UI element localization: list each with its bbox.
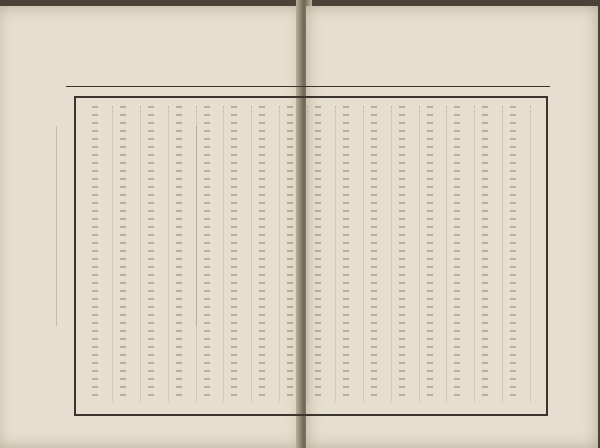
toc-entry <box>170 106 197 402</box>
toc-entry <box>309 106 336 402</box>
toc-entry <box>225 106 252 402</box>
toc-entry-text-placeholder <box>315 106 321 402</box>
toc-entry-text-placeholder <box>204 106 210 402</box>
toc-entry-text-placeholder <box>343 106 349 402</box>
toc-entry <box>337 106 364 402</box>
header-rule <box>66 86 550 87</box>
toc-entry-text-placeholder <box>399 106 405 402</box>
toc-entry <box>476 106 503 402</box>
toc-entry-text-placeholder <box>92 106 98 402</box>
toc-entry-text-placeholder <box>148 106 154 402</box>
toc-entry-text-placeholder <box>259 106 265 402</box>
toc-entry <box>365 106 392 402</box>
toc-entry <box>142 106 169 402</box>
toc-entry <box>393 106 420 402</box>
left-page-margin-mark <box>56 126 57 326</box>
toc-entry-text-placeholder <box>510 106 516 402</box>
toc-entry-text-placeholder <box>176 106 182 402</box>
toc-entry <box>253 106 280 402</box>
toc-entry-text-placeholder <box>120 106 126 402</box>
toc-entry <box>504 106 531 402</box>
toc-entry-text-placeholder <box>482 106 488 402</box>
toc-entry <box>198 106 225 402</box>
toc-entry-text-placeholder <box>231 106 237 402</box>
toc-entry <box>86 106 113 402</box>
toc-entry-text-placeholder <box>454 106 460 402</box>
toc-entry <box>281 106 308 402</box>
toc-entry-text-placeholder <box>427 106 433 402</box>
toc-entry-text-placeholder <box>371 106 377 402</box>
toc-entry <box>448 106 475 402</box>
toc-entry-text-placeholder <box>287 106 293 402</box>
toc-entry <box>114 106 141 402</box>
toc-entry <box>421 106 448 402</box>
